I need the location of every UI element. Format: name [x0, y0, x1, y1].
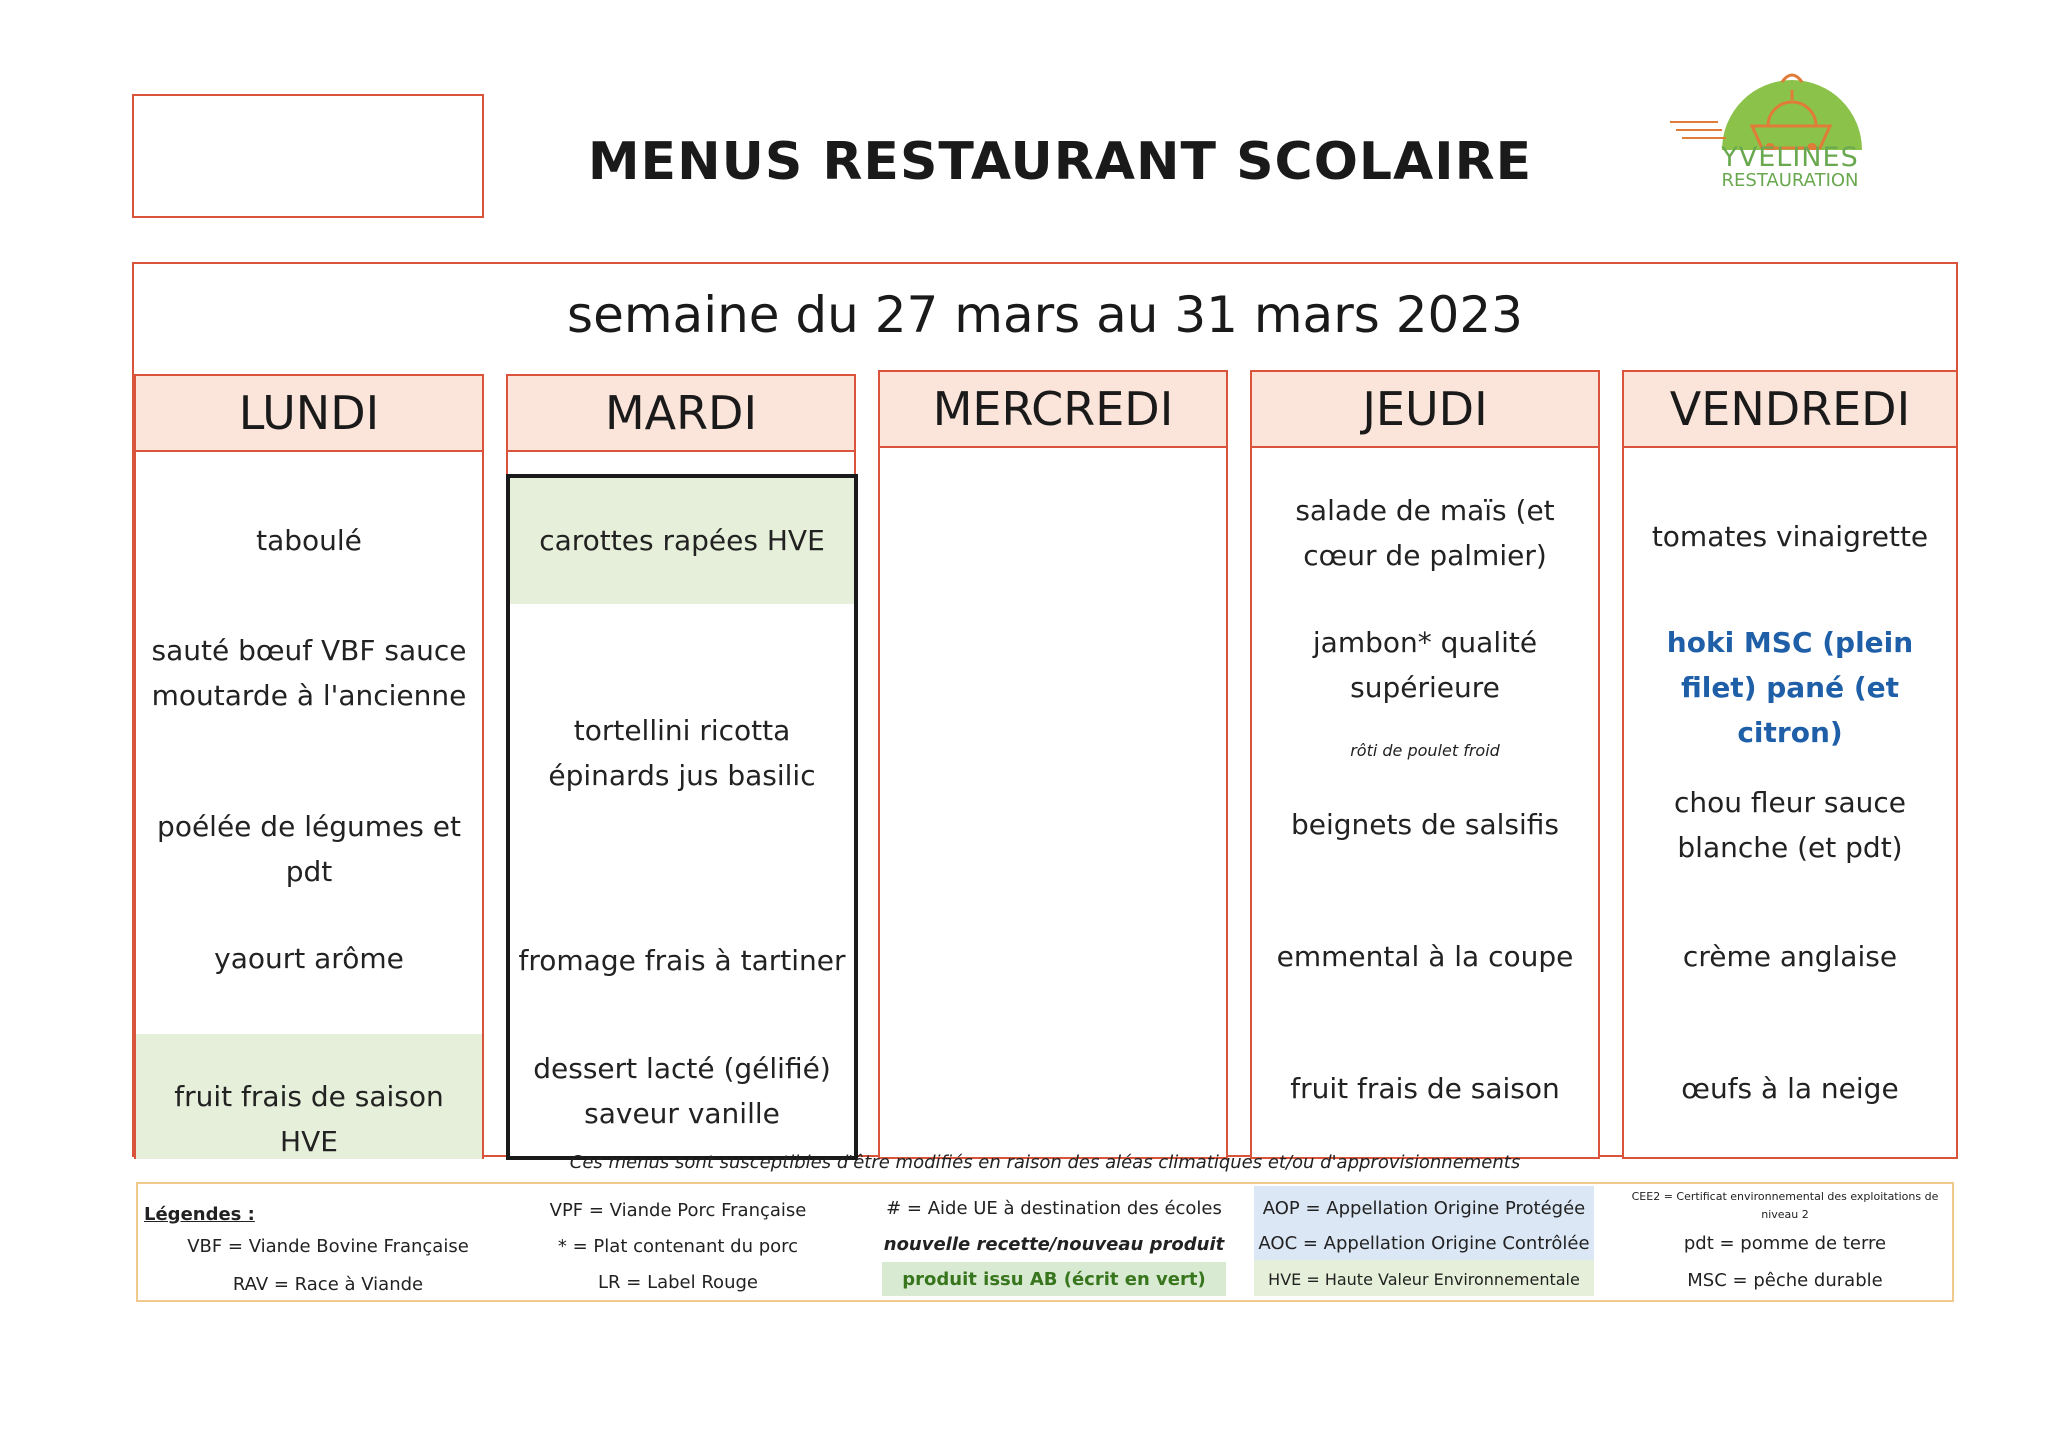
dish-mardi-dessert: dessert lacté (gélifié) saveur vanille	[533, 1052, 831, 1130]
dish-mardi-dairy: fromage frais à tartiner	[518, 944, 846, 977]
mardi-menu-box	[506, 474, 858, 1160]
chef-cloche-icon	[1670, 70, 1880, 150]
footnote: Ces menus sont susceptibles d'être modifiés en raison des aléas climatiques et/ou d'approvisionnements	[569, 1152, 1521, 1173]
legend-cee2: CEE2 = Certificat environnemental des exploitations de niveau 2	[1631, 1190, 1939, 1221]
dish-vendredi-side: chou fleur sauce blanche (et pdt)	[1673, 786, 1907, 864]
legend	[136, 1182, 1954, 1302]
legend-aop: AOP = Appellation Origine Protégée	[1262, 1198, 1586, 1219]
name-box	[132, 94, 484, 218]
dish-jeudi-side: beignets de salsifis	[1290, 808, 1559, 841]
legend-pdt: pdt = pomme de terre	[1683, 1233, 1887, 1254]
legend-ab: produit issu AB (écrit en vert)	[902, 1269, 1206, 1290]
dish-jeudi-alt: rôti de poulet froid	[1350, 741, 1500, 760]
legend-vbf: VBF = Viande Bovine Française	[187, 1236, 469, 1257]
day-column-vendredi	[1622, 370, 1958, 1159]
legend-title: Légendes :	[144, 1204, 255, 1225]
legend-msc: MSC = pêche durable	[1687, 1270, 1883, 1291]
logo	[1670, 70, 1880, 200]
day-column-lundi	[134, 374, 484, 1159]
legend-vpf: VPF = Viande Porc Française	[549, 1200, 807, 1221]
dish-lundi-starter: taboulé	[256, 524, 362, 557]
legend-nouveau: nouvelle recette/nouveau produit	[883, 1234, 1225, 1255]
dish-jeudi-main: jambon* qualité supérieure	[1312, 626, 1538, 704]
legend-hve: HVE = Haute Valeur Environnementale	[1268, 1270, 1580, 1289]
day-header-mardi: MARDI	[508, 376, 854, 452]
dish-vendredi-dairy: crème anglaise	[1682, 940, 1898, 973]
dish-lundi-dairy: yaourt arôme	[214, 942, 404, 975]
day-header-jeudi: JEUDI	[1252, 372, 1598, 448]
legend-lr: LR = Label Rouge	[598, 1272, 758, 1293]
week-title: semaine du 27 mars au 31 mars 2023	[567, 286, 1523, 344]
dish-vendredi-dessert: œufs à la neige	[1681, 1072, 1899, 1105]
legend-rav: RAV = Race à Viande	[232, 1274, 424, 1295]
dish-lundi-dessert: fruit frais de saison HVE	[136, 1034, 482, 1159]
logo-line2: RESTAURATION	[1721, 170, 1859, 191]
legend-ue: # = Aide UE à destination des écoles	[886, 1198, 1222, 1219]
legend-porc: * = Plat contenant du porc	[557, 1236, 799, 1257]
dish-mardi-main: tortellini ricotta épinards jus basilic	[548, 714, 816, 792]
dish-vendredi-starter: tomates vinaigrette	[1651, 520, 1929, 553]
dish-mardi-starter: carottes rapées HVE	[510, 478, 854, 604]
day-column-mercredi	[878, 370, 1228, 1159]
dish-lundi-side: poélée de légumes et pdt	[157, 810, 461, 888]
day-header-lundi: LUNDI	[136, 376, 482, 452]
day-column-jeudi	[1250, 370, 1600, 1159]
dish-lundi-main: sauté bœuf VBF sauce moutarde à l'ancienne	[151, 634, 467, 712]
dish-vendredi-main: hoki MSC (plein filet) pané (et citron)	[1666, 626, 1914, 749]
dish-jeudi-dairy: emmental à la coupe	[1276, 940, 1574, 973]
page-title: MENUS RESTAURANT SCOLAIRE	[587, 132, 1533, 192]
day-header-vendredi: VENDREDI	[1624, 372, 1956, 448]
legend-aoc: AOC = Appellation Origine Contrôlée	[1258, 1233, 1590, 1254]
logo-line1: YVELINES	[1721, 142, 1859, 173]
dish-jeudi-dessert: fruit frais de saison	[1290, 1072, 1560, 1105]
dish-jeudi-starter: salade de maïs (et cœur de palmier)	[1295, 494, 1555, 572]
day-header-mercredi: MERCREDI	[880, 372, 1226, 448]
